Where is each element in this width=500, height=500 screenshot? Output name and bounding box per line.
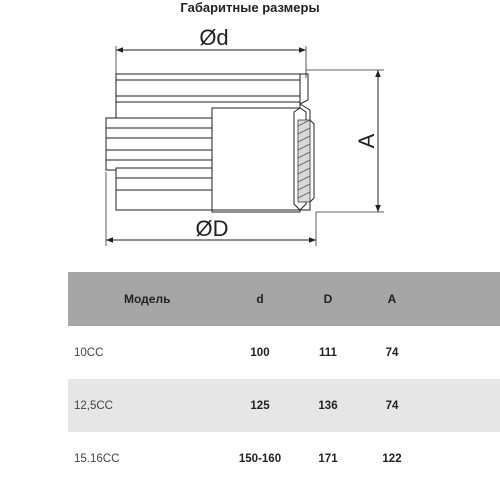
row-model: 12,5CC [74, 399, 113, 412]
page-title: Габаритные размеры [180, 0, 320, 15]
row-model: 15.16CC [74, 452, 120, 465]
table-row [68, 326, 500, 379]
header-A: A [387, 292, 397, 306]
length-a-dimension [306, 70, 384, 212]
diameter-d-label: Ød [199, 25, 229, 50]
row-A: 74 [385, 346, 399, 359]
row-A: 74 [385, 399, 399, 412]
header-model: Модель [124, 292, 171, 306]
header-D: D [323, 292, 333, 306]
table-header-row [68, 272, 500, 326]
row-A: 122 [382, 452, 402, 465]
row-D: 171 [318, 452, 338, 465]
row-D: 136 [318, 399, 338, 412]
length-a-label: A [354, 133, 379, 149]
adapter-body [106, 74, 314, 212]
flange-hatch [298, 120, 310, 202]
table-row [68, 432, 500, 485]
row-model: 10CC [74, 346, 104, 359]
diameter-d-dimension [116, 25, 306, 78]
row-d: 125 [250, 399, 270, 412]
dimensions-table [68, 272, 500, 485]
row-d: 100 [250, 346, 270, 359]
row-D: 111 [319, 346, 337, 359]
table-row [68, 379, 500, 432]
header-d: d [256, 292, 264, 306]
diameter-D-label: ØD [195, 216, 229, 241]
row-d: 150-160 [238, 452, 282, 465]
